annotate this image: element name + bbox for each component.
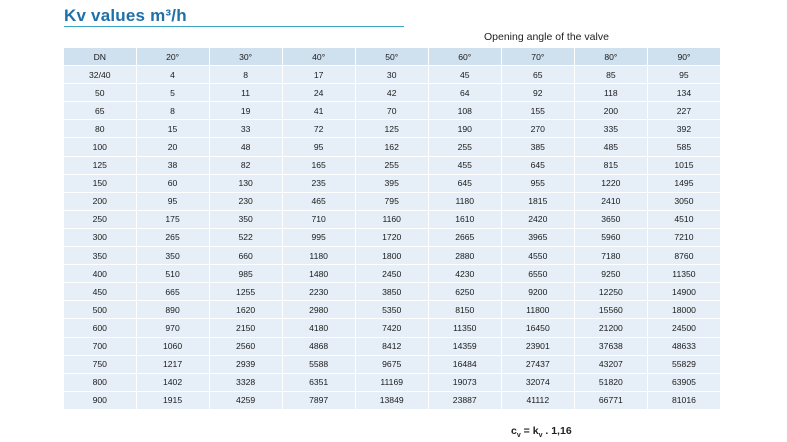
kv-cell: 155 [501, 102, 574, 120]
kv-cell: 48 [209, 138, 282, 156]
table-body [64, 66, 721, 410]
table-row [64, 247, 721, 265]
kv-cell: 2980 [282, 301, 355, 319]
kv-cell: 4510 [647, 210, 720, 228]
table-row [64, 138, 721, 156]
kv-cell: 1060 [136, 337, 209, 355]
kv-cell: 82 [209, 156, 282, 174]
kv-cell: 465 [282, 192, 355, 210]
header-angle: 60° [428, 48, 501, 66]
table-row [64, 337, 721, 355]
kv-cell: 2665 [428, 228, 501, 246]
table-row [64, 319, 721, 337]
header-angle: 20° [136, 48, 209, 66]
kv-cell: 8 [136, 102, 209, 120]
dn-cell: 200 [64, 192, 136, 210]
kv-cell: 4550 [501, 247, 574, 265]
kv-cell: 2450 [355, 265, 428, 283]
kv-cell: 18000 [647, 301, 720, 319]
kv-cell: 227 [647, 102, 720, 120]
kv-cell: 165 [282, 156, 355, 174]
kv-cell: 3050 [647, 192, 720, 210]
dn-cell: 500 [64, 301, 136, 319]
kv-cell: 1015 [647, 156, 720, 174]
kv-cell: 265 [136, 228, 209, 246]
kv-cell: 510 [136, 265, 209, 283]
kv-cell: 350 [136, 247, 209, 265]
kv-cell: 5350 [355, 301, 428, 319]
kv-cell: 43207 [574, 355, 647, 373]
kv-cell: 2150 [209, 319, 282, 337]
kv-cell: 51820 [574, 373, 647, 391]
formula-factor: . 1,16 [542, 425, 572, 437]
kv-cell: 1720 [355, 228, 428, 246]
kv-cell: 16450 [501, 319, 574, 337]
kv-cell: 11350 [428, 319, 501, 337]
opening-angle-caption: Opening angle of the valve [484, 31, 609, 43]
header-angle: 90° [647, 48, 720, 66]
kv-cell: 175 [136, 210, 209, 228]
kv-cell: 9200 [501, 283, 574, 301]
kv-cell: 645 [501, 156, 574, 174]
kv-cell: 6351 [282, 373, 355, 391]
formula-k-subscript: v [538, 432, 543, 440]
kv-cell: 1915 [136, 391, 209, 409]
kv-cell: 81016 [647, 391, 720, 409]
table-row [64, 283, 721, 301]
kv-cell: 4868 [282, 337, 355, 355]
kv-cell: 2880 [428, 247, 501, 265]
kv-cell: 37638 [574, 337, 647, 355]
table-row [64, 192, 721, 210]
kv-cell: 19 [209, 102, 282, 120]
kv-cell: 3650 [574, 210, 647, 228]
dn-cell: 100 [64, 138, 136, 156]
kv-cell: 1480 [282, 265, 355, 283]
page-title: Kv values m³/h [64, 6, 187, 25]
kv-cell: 1800 [355, 247, 428, 265]
kv-cell: 17 [282, 66, 355, 84]
kv-cell: 1180 [428, 192, 501, 210]
kv-cell: 85 [574, 66, 647, 84]
kv-cell: 9250 [574, 265, 647, 283]
kv-cell: 15 [136, 120, 209, 138]
kv-cell: 4 [136, 66, 209, 84]
dn-cell: 150 [64, 174, 136, 192]
kv-cell: 16484 [428, 355, 501, 373]
kv-cell: 3965 [501, 228, 574, 246]
table-row [64, 301, 721, 319]
header-angle: 40° [282, 48, 355, 66]
kv-cell: 585 [647, 138, 720, 156]
formula-c-subscript: v [516, 432, 521, 440]
kv-cell: 24500 [647, 319, 720, 337]
kv-cell: 19073 [428, 373, 501, 391]
kv-cell: 645 [428, 174, 501, 192]
kv-cell: 200 [574, 102, 647, 120]
table-row [64, 66, 721, 84]
kv-cell: 7897 [282, 391, 355, 409]
kv-cell: 2560 [209, 337, 282, 355]
dn-cell: 250 [64, 210, 136, 228]
kv-cell: 30 [355, 66, 428, 84]
kv-cell: 970 [136, 319, 209, 337]
kv-cell: 1815 [501, 192, 574, 210]
kv-cell: 395 [355, 174, 428, 192]
kv-cell: 485 [574, 138, 647, 156]
kv-cell: 665 [136, 283, 209, 301]
kv-cell: 55829 [647, 355, 720, 373]
kv-cell: 392 [647, 120, 720, 138]
kv-cell: 125 [355, 120, 428, 138]
kv-cell: 4259 [209, 391, 282, 409]
kv-cell: 1220 [574, 174, 647, 192]
kv-cell: 118 [574, 84, 647, 102]
dn-cell: 50 [64, 84, 136, 102]
kv-cell: 710 [282, 210, 355, 228]
dn-cell: 80 [64, 120, 136, 138]
table-row [64, 120, 721, 138]
kv-cell: 8 [209, 66, 282, 84]
dn-cell: 900 [64, 391, 136, 409]
table-row [64, 265, 721, 283]
kv-cell: 5588 [282, 355, 355, 373]
dn-cell: 350 [64, 247, 136, 265]
kv-cell: 134 [647, 84, 720, 102]
kv-cell: 235 [282, 174, 355, 192]
cv-formula [511, 425, 572, 439]
kv-cell: 350 [209, 210, 282, 228]
dn-cell: 800 [64, 373, 136, 391]
kv-cell: 255 [355, 156, 428, 174]
table-row [64, 228, 721, 246]
kv-cell: 45 [428, 66, 501, 84]
kv-cell: 23901 [501, 337, 574, 355]
kv-cell: 20 [136, 138, 209, 156]
table-row [64, 174, 721, 192]
kv-cell: 890 [136, 301, 209, 319]
kv-cell: 1402 [136, 373, 209, 391]
dn-cell: 400 [64, 265, 136, 283]
header-angle: 70° [501, 48, 574, 66]
kv-cell: 14359 [428, 337, 501, 355]
kv-cell: 455 [428, 156, 501, 174]
dn-cell: 450 [64, 283, 136, 301]
table-row [64, 156, 721, 174]
kv-cell: 92 [501, 84, 574, 102]
table-row [64, 355, 721, 373]
kv-cell: 255 [428, 138, 501, 156]
header-dn: DN [64, 48, 136, 66]
kv-cell: 995 [282, 228, 355, 246]
kv-cell: 190 [428, 120, 501, 138]
kv-values-table [64, 48, 721, 410]
kv-cell: 1620 [209, 301, 282, 319]
kv-cell: 4180 [282, 319, 355, 337]
kv-cell: 15560 [574, 301, 647, 319]
kv-cell: 3850 [355, 283, 428, 301]
title-underline [64, 26, 404, 27]
kv-cell: 2939 [209, 355, 282, 373]
kv-cell: 162 [355, 138, 428, 156]
kv-cell: 5960 [574, 228, 647, 246]
kv-cell: 65 [501, 66, 574, 84]
kv-cell: 335 [574, 120, 647, 138]
table-row [64, 210, 721, 228]
kv-cell: 522 [209, 228, 282, 246]
header-angle: 30° [209, 48, 282, 66]
kv-cell: 8150 [428, 301, 501, 319]
kv-cell: 95 [647, 66, 720, 84]
kv-cell: 42 [355, 84, 428, 102]
kv-cell: 4230 [428, 265, 501, 283]
kv-cell: 60 [136, 174, 209, 192]
header-row [64, 48, 721, 66]
kv-cell: 385 [501, 138, 574, 156]
kv-cell: 8760 [647, 247, 720, 265]
kv-cell: 2230 [282, 283, 355, 301]
kv-cell: 21200 [574, 319, 647, 337]
kv-cell: 130 [209, 174, 282, 192]
kv-cell: 64 [428, 84, 501, 102]
kv-cell: 2420 [501, 210, 574, 228]
header-angle: 80° [574, 48, 647, 66]
table-row [64, 102, 721, 120]
kv-cell: 13849 [355, 391, 428, 409]
kv-cell: 70 [355, 102, 428, 120]
kv-cell: 6250 [428, 283, 501, 301]
kv-cell: 11 [209, 84, 282, 102]
kv-cell: 815 [574, 156, 647, 174]
table-header [64, 48, 721, 66]
dn-cell: 65 [64, 102, 136, 120]
table-row [64, 373, 721, 391]
kv-cell: 24 [282, 84, 355, 102]
kv-cell: 7420 [355, 319, 428, 337]
dn-cell: 600 [64, 319, 136, 337]
dn-cell: 300 [64, 228, 136, 246]
kv-cell: 32074 [501, 373, 574, 391]
kv-cell: 1160 [355, 210, 428, 228]
kv-cell: 1495 [647, 174, 720, 192]
kv-cell: 41 [282, 102, 355, 120]
kv-cell: 1610 [428, 210, 501, 228]
dn-cell: 32/40 [64, 66, 136, 84]
kv-cell: 41112 [501, 391, 574, 409]
kv-cell: 985 [209, 265, 282, 283]
kv-cell: 33 [209, 120, 282, 138]
kv-cell: 1217 [136, 355, 209, 373]
kv-cell: 27437 [501, 355, 574, 373]
kv-cell: 7210 [647, 228, 720, 246]
kv-cell: 11350 [647, 265, 720, 283]
kv-cell: 660 [209, 247, 282, 265]
kv-cell: 8412 [355, 337, 428, 355]
kv-cell: 12250 [574, 283, 647, 301]
kv-cell: 95 [136, 192, 209, 210]
kv-cell: 14900 [647, 283, 720, 301]
kv-cell: 230 [209, 192, 282, 210]
kv-cell: 108 [428, 102, 501, 120]
dn-cell: 750 [64, 355, 136, 373]
kv-cell: 2410 [574, 192, 647, 210]
kv-cell: 955 [501, 174, 574, 192]
table-row [64, 391, 721, 409]
kv-cell: 9675 [355, 355, 428, 373]
kv-cell: 66771 [574, 391, 647, 409]
table-row [64, 84, 721, 102]
kv-cell: 3328 [209, 373, 282, 391]
kv-cell: 95 [282, 138, 355, 156]
kv-cell: 1255 [209, 283, 282, 301]
dn-cell: 125 [64, 156, 136, 174]
kv-cell: 270 [501, 120, 574, 138]
kv-cell: 1180 [282, 247, 355, 265]
kv-cell: 11169 [355, 373, 428, 391]
header-angle: 50° [355, 48, 428, 66]
kv-cell: 48633 [647, 337, 720, 355]
kv-cell: 38 [136, 156, 209, 174]
kv-cell: 6550 [501, 265, 574, 283]
kv-cell: 7180 [574, 247, 647, 265]
kv-cell: 63905 [647, 373, 720, 391]
kv-cell: 23887 [428, 391, 501, 409]
kv-cell: 795 [355, 192, 428, 210]
kv-cell: 5 [136, 84, 209, 102]
dn-cell: 700 [64, 337, 136, 355]
kv-cell: 11800 [501, 301, 574, 319]
kv-cell: 72 [282, 120, 355, 138]
formula-equals-k: = k [520, 425, 539, 437]
formula-c: c [511, 425, 517, 437]
